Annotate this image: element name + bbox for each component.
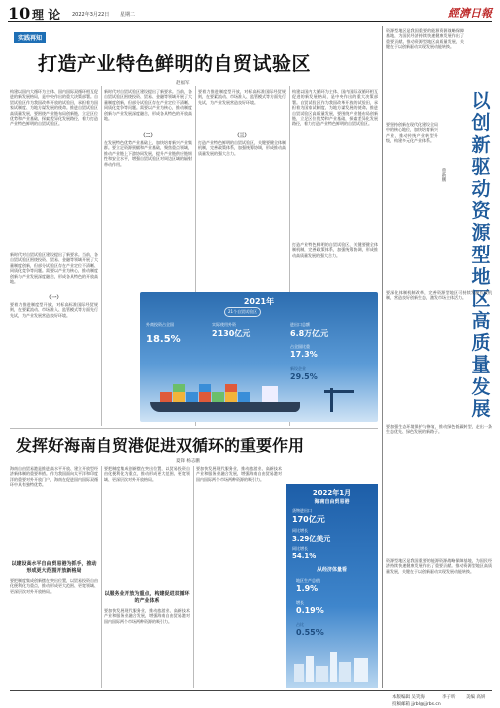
footer-email: 投稿邮箱 jjrbl@jjrbs.cn <box>392 702 441 707</box>
stat-label: 同比增长 <box>292 546 308 551</box>
infographic-year: 2021年 <box>243 297 275 306</box>
issue-date: 2022年3月22日 <box>72 12 110 18</box>
stat-label: 地区生产总值 <box>296 578 320 583</box>
stat-label: 占全国比重 <box>290 344 310 349</box>
stat-value: 170亿元 <box>292 515 325 524</box>
stat-value: 29.5% <box>290 372 318 381</box>
stat-block <box>146 322 206 378</box>
stat-label: 货物进出口 <box>292 508 312 513</box>
page-name: 理 论 <box>32 8 61 22</box>
article1-headline: 打造产业特色鲜明的自贸试验区 <box>38 53 312 75</box>
stat-block <box>292 528 372 544</box>
issue-weekday: 星期二 <box>120 12 136 18</box>
stat-label: 增长 <box>296 600 304 605</box>
stat-block <box>292 508 372 525</box>
article2-subhead-2: 以服务业开放为重点，构建促进双循环的产业体系 <box>104 591 190 604</box>
stat-block <box>296 622 372 637</box>
article1-col1-text-b: 新时代对自贸试验区建设提出了新要求。当前，各自贸试验区围绕投资、贸易、金融等领域开展了大量制度创新，但部分试验区存在产业定位不清晰、同质化竞争等问题。需要以产业为核心，推动制度创新与产业发展深度融合，形成各具特色的开放高地。 <box>10 252 98 285</box>
article2-byline: 夏锋 杨志鹏 <box>176 459 200 464</box>
article1-col1-text-c: 要着力推进制度型开放，对标高标准国际经贸规则，在要素流动、市场准入、监管模式等方面先行先试，为产业发展营造良好环境。 <box>10 302 98 318</box>
infographic-title: 海南自由贸易港 <box>314 499 350 505</box>
article1-col4-text-b: 打造产业特色鲜明的自贸试验区，关键要健全体制机制，完善政策体系，加强统筹协调，形成推动高质量发展的强大合力。 <box>292 242 378 258</box>
article1-subhead-3: （三） <box>234 133 250 139</box>
stat-value: 17.3% <box>290 350 318 359</box>
stat-value: 2130亿元 <box>212 329 251 338</box>
port-crane-icon <box>320 388 360 412</box>
column-divider <box>101 86 102 426</box>
sidebar-byline: 曾新鹏 <box>441 168 446 182</box>
stat-value: 54.1% <box>292 552 317 560</box>
stat-label: 占比 <box>296 622 304 627</box>
footer-designer: 美编 高妍 <box>466 695 486 700</box>
stat-label: 实际使用外资 <box>212 322 236 327</box>
footer-rule <box>10 690 492 691</box>
article2-col1-text-b: 要把制度集成创新摆在突出位置，以贸易投资自由化便利化为重点，推动形成更大范围、更宽领域、更深层次对外开放格局。 <box>10 578 98 594</box>
sidebar-divider <box>382 26 383 688</box>
stat-label: 外商投资占全国 <box>146 322 174 327</box>
footer-proof: 李子昕 <box>442 695 456 700</box>
sidebar-text-b: 要深化体制机制改革，完善资源型地区可持续发展长效机制，营造良好创新生态，激发市场主体活力。 <box>386 290 492 301</box>
footer-editor: 本版编辑 吴笑海 <box>392 695 425 700</box>
article2-col3-text: 要加快发展现代服务业，推动旅游业、高新技术产业和服务业融合发展，增强海南自由贸易港对国内国际两个市场两种资源的吸引力。 <box>196 466 282 482</box>
hainan-infographic <box>286 484 378 688</box>
article1-col2-text-b: 在发展特色优势产业基础上，加快培育新兴产业集群。要立足资源禀赋和产业基础，聚焦重点领域，推动产业链上下游协同发展，提升产业链供应链韧性和安全水平，增强自贸试验区对周边区域的辐射带动作用。 <box>104 140 192 167</box>
stat-block <box>290 366 374 381</box>
article-divider <box>10 428 378 429</box>
article1-subhead-2: （二） <box>140 133 156 139</box>
column-divider <box>101 466 102 688</box>
stat-label: 同比增长 <box>292 528 308 533</box>
infographic-year: 2022年1月 <box>312 489 352 497</box>
city-skyline-illustration <box>294 652 370 682</box>
sidebar-text-a: 要坚持创新在现代化建设全局中的核心地位，加快培育新兴产业，推动传统产业转型升级，构建多元化产业体系。 <box>386 122 438 144</box>
stat-value: 0.55% <box>296 628 324 637</box>
stat-block <box>290 344 374 359</box>
article1-byline: 赵福军 <box>176 81 190 86</box>
article2-col2-text-b: 要加快发展现代服务业，推动旅游业、高新技术产业和服务业融合发展，增强海南自由贸易港对国内国际两个市场两种资源的吸引力。 <box>104 608 190 624</box>
stat-block <box>290 322 374 339</box>
stat-label: 新设企业 <box>290 366 306 371</box>
article1-col1-text: 构建以国内大循环为主体、国内国际双循环相互促进的新发展格局，是中央作出的重大决策部署。自贸试验区作为我国改革开放的试验田，承担着为国家试制度、为地方谋发展的使命。推进自贸试验区高质量发展，要围绕产业链布局创新链，立足区位优势和产业基础，探索差异化发展路径，着力打造产业特色鲜明的自贸试验区。 <box>10 89 98 127</box>
infographic-subtitle: 从经济体量看 <box>316 567 347 573</box>
article2-subhead-1: 以建设高水平自由贸易港为抓手，推动形成更大范围开放新格局 <box>11 561 97 574</box>
article1-subhead-1: （一） <box>46 295 62 301</box>
masthead <box>8 4 492 22</box>
stat-block <box>292 546 372 560</box>
stat-block <box>212 322 282 339</box>
article1-col3-text-b: 打造产业特色鲜明的自贸试验区，关键要健全体制机制，完善政策体系，加强统筹协调，形成推动高质量发展的强大合力。 <box>198 140 286 156</box>
stat-value: 0.19% <box>296 606 324 615</box>
cargo-ship-illustration <box>150 384 300 414</box>
article1-col3-text: 要着力推进制度型开放，对标高标准国际经贸规则，在要素流动、市场准入、监管模式等方面先行先试，为产业发展营造良好环境。 <box>198 89 286 105</box>
stat-label: 进出口总额 <box>290 322 310 327</box>
sidebar-text-c: 要加强生态环境保护与修复，推动绿色低碳转型，走出一条生态优先、绿色发展的新路子。 <box>386 424 492 435</box>
infographic-title: 21个自贸试验区 <box>224 307 261 317</box>
column-divider <box>193 466 194 688</box>
sidebar-text-top: 资源型地区是我国重要的能源资源战略保障基地，为国民经济持续快速健康发展作出了重要贡献。推动资源型地区高质量发展，关键在于以创新驱动实现发展动能转换。 <box>386 28 464 50</box>
section-tag: 实践再知 <box>14 32 46 43</box>
stat-value: 6.8万亿元 <box>290 329 329 338</box>
stat-block <box>296 600 372 615</box>
article2-col2-text: 要把制度集成创新摆在突出位置，以贸易投资自由化便利化为重点，推动形成更大范围、更宽领域、更深层次对外开放格局。 <box>104 466 190 482</box>
article1-col4-text: 构建以国内大循环为主体、国内国际双循环相互促进的新发展格局，是中央作出的重大决策部署。自贸试验区作为我国改革开放的试验田，承担着为国家试制度、为地方谋发展的使命。推进自贸试验区高质量发展，要围绕产业链布局创新链，立足区位优势和产业基础，探索差异化发展路径，着力打造产业特色鲜明的自贸试验区。 <box>292 89 378 127</box>
page-number: 10 <box>8 4 31 23</box>
sidebar-text-d: 资源型地区是我国重要的能源资源战略保障基地，为国民经济持续快速健康发展作出了重要贡献。推动资源型地区高质量发展，关键在于以创新驱动实现发展动能转换。 <box>386 558 492 574</box>
stat-value: 1.9% <box>296 584 319 593</box>
sidebar-headline: 以创新驱动资源型地区高质量发展 <box>471 90 491 420</box>
article1-col2-text: 新时代对自贸试验区建设提出了新要求。当前，各自贸试验区围绕投资、贸易、金融等领域开展了大量制度创新，但部分试验区存在产业定位不清晰、同质化竞争等问题。需要以产业为核心，推动制度创新与产业发展深度融合，形成各具特色的开放高地。 <box>104 89 192 122</box>
stat-block <box>296 578 372 593</box>
article2-col1-text: 海南自由贸易港是推进高水平开放、建立开放型经济新体制的重要举措。作为我国面向太平洋和印度洋的重要对外开放门户，海南在促进国内国际双循环中具有独特优势。 <box>10 466 98 488</box>
fta-infographic <box>140 292 378 422</box>
newspaper-logo: 經濟日報 <box>448 7 492 20</box>
stat-value: 3.29亿美元 <box>292 535 331 543</box>
article2-headline: 发挥好海南自贸港促进双循环的重要作用 <box>16 436 305 455</box>
stat-value: 18.5% <box>146 334 181 345</box>
